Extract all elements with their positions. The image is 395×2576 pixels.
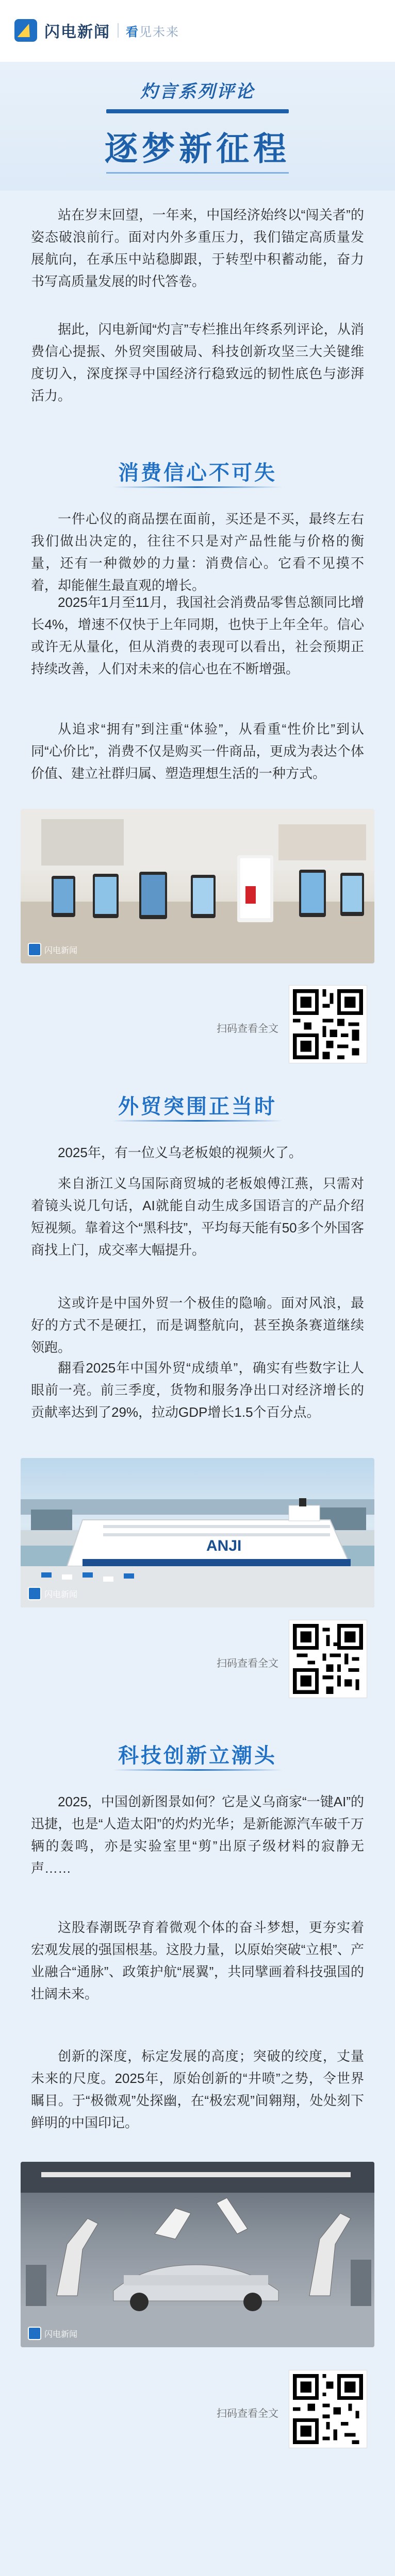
trade-paragraph-2: 来自浙江义乌国际商贸城的老板娘傅江燕，只需对着镜头说几句话，AI就能自动生成多国语言的产品介绍短视频。靠着这个“黑科技”，平均每天能有50多个外国客商找上门，成交率大幅提升。 [31, 1176, 364, 1258]
consumption-paragraph-2: 2025年1月至11月，我国社会消费品零售总额同比增长4%，增速不仅快于上年同期，也快于上年全年。信心或许无从量化，但从消费的表现可以看出，社会预期正持续改善，人们对未来的信心也在不断增强。 [31, 595, 364, 676]
series-divider [106, 109, 289, 113]
section-title-consumption: 消费信心不可失 [118, 461, 277, 485]
factory-photo-illustration [21, 2162, 374, 2347]
qr-label: 扫码查看全文 [217, 1658, 278, 1669]
section-divider [112, 486, 283, 488]
page-title: 逐梦新征程 [105, 130, 290, 168]
ship-name-label: ANJI [206, 1537, 242, 1554]
title-underline [106, 172, 289, 174]
section-title-trade: 外贸突围正当时 [118, 1094, 277, 1118]
qr-label: 扫码查看全文 [217, 2408, 278, 2419]
qr-block-consumption [0, 985, 395, 1062]
factory-photo [21, 2162, 374, 2347]
photo-watermark: 闪电新闻 [28, 2327, 77, 2340]
photo-watermark: 闪电新闻 [28, 943, 77, 956]
photo-watermark: 闪电新闻 [28, 1587, 77, 1600]
app-slogan: 看见未来 [126, 25, 179, 39]
innovation-paragraph-1: 2025，中国创新图景如何？它是义乌商家“一键AI”的迅捷，也是“人造太阳”的灼灼光华；是新能源汽车破千万辆的轰鸣，亦是实验室里“剪”出原子级材料的寂静无声…… [31, 1794, 364, 1876]
watermark-logo-icon [28, 2327, 41, 2340]
trade-paragraph-4: 翻看2025年中国外贸“成绩单”，确实有些数字让人眼前一亮。前三季度，货物和服务净出口对经济增长的贡献率达到了29%，拉动GDP增长1.5个百分点。 [31, 1360, 364, 1420]
watermark-logo-icon [28, 1587, 41, 1600]
series-label: 灼言系列评论 [140, 82, 255, 101]
app-name: 闪电新闻 [44, 24, 110, 41]
hero-banner [0, 62, 395, 191]
innovation-paragraph-3: 创新的深度，标定发展的高度；突破的绞度，丈量未来的尺度。2025年，原始创新的“井喷”之势，令世界瞩目。于“极微观”处探幽，在“极宏观”间翱翔，处处刻下鲜明的中国印记。 [31, 2048, 364, 2130]
app-header [0, 0, 395, 62]
logo-divider [118, 23, 119, 38]
ship-photo [21, 1458, 374, 1607]
ship-photo-illustration [21, 1458, 374, 1607]
lightning-logo-icon [14, 19, 37, 42]
qr-code-icon[interactable] [289, 1620, 367, 1698]
app-logo[interactable] [14, 19, 179, 42]
intro-paragraph-1: 站在岁末回望，一年来，中国经济始终以“闯关者”的姿态破浪前行。面对内外多重压力，我们锚定高质量发展航向，在承压中站稳脚跟，于转型中积蓄动能，奋力书写高质量发展的时代答卷。 [31, 207, 364, 289]
store-photo [21, 809, 374, 963]
qr-label: 扫码查看全文 [217, 1023, 278, 1035]
trade-paragraph-1: 2025年，有一位义乌老板娘的视频火了。 [58, 1145, 302, 1160]
qr-block-trade [0, 1620, 395, 1697]
section-title-innovation: 科技创新立潮头 [118, 1743, 277, 1768]
qr-block-innovation [0, 2370, 395, 2447]
consumption-paragraph-3: 从追求“拥有”到注重“体验”，从看重“性价比”到认同“心价比”，消费不仅是购买一件商品，更成为表达个体价值、建立社群归属、塑造理想生活的一种方式。 [31, 721, 364, 781]
section-divider [112, 1769, 283, 1771]
watermark-logo-icon [28, 943, 41, 956]
intro-paragraph-2: 据此，闪电新闻“灼言”专栏推出年终系列评论，从消费信心提振、外贸突围破局、科技创新攻坚三大关键维度切入，深度探寻中国经济行稳致远的韧性底色与澎湃活力。 [31, 321, 364, 403]
consumption-paragraph-1: 一件心仪的商品摆在面前，买还是不买，最终左右我们做出决定的，往往不只是对产品性能与价格的衡量，还有一种微妙的力量：消费信心。它看不见摸不着，却能催生最直观的增长。 [31, 511, 364, 593]
innovation-paragraph-2: 这股春潮既孕育着微观个体的奋斗梦想，更夯实着宏观发展的强国根基。这股力量，以原始突破“立根”、产业融合“通脉”、政策护航“展翼”，共同擘画着科技强国的壮阔未来。 [31, 1920, 364, 2002]
qr-code-icon[interactable] [289, 2370, 367, 2448]
trade-paragraph-3: 这或许是中国外贸一个极佳的隐喻。面对风浪，最好的方式不是硬扛，而是调整航向，甚至换条赛道继续领跑。 [31, 1295, 364, 1355]
section-divider [112, 1120, 283, 1122]
qr-code-icon[interactable] [289, 985, 367, 1063]
store-photo-illustration [21, 809, 374, 963]
